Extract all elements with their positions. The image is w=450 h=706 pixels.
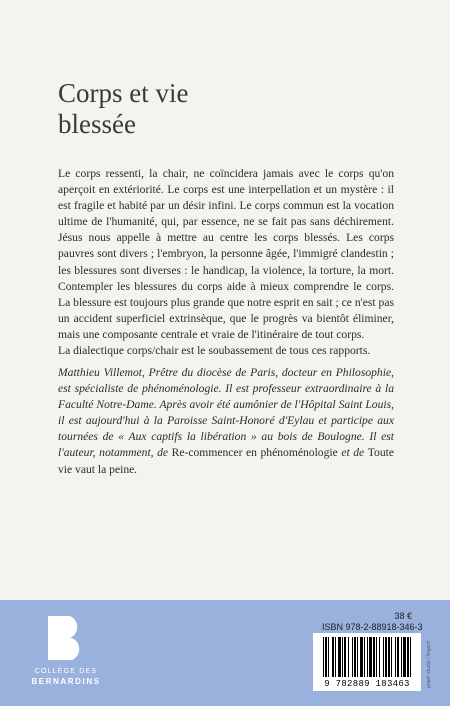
barcode-bar [342,637,343,677]
barcode-bar [383,637,384,677]
bio-text-1: Matthieu Villemot, Prêtre du diocèse de Paris, docteur en Philosophie, est spécialiste de phénoménologie. Il est professeur extraordinaire à la Faculté Notre-Dame. Après avoir été aumônier de l'Hôpital Saint Louis, il est aujourd'hui à la Paroisse Saint-Honoré d'Eylau et participe aux tournées de « Aux captifs la libération » au bois de Boulogne. Il est l'auteur, notamment, de [58,366,394,460]
barcode-bar [385,637,387,677]
bernardins-logo-icon [40,614,92,662]
barcode-bar [367,637,368,677]
barcode-bar [348,637,349,677]
summary-paragraph: Le corps ressenti, la chair, ne coïncidera jamais avec le corps qu'on aperçoit en extériorité. Le corps est une interpellation et un mystère : il est fragile et habité par un désir infini. Le corps commun est la vocation ultime de l'humanité, qui, par essence, ne se fait pas sans déchirement. Jésus nous appelle à mettre au centre les corps blessés. Les corps pauvres sont divers ; l'embryon, la personne âgée, l'immigré clandestin ; les blessures sont diverses : le handicap, la violence, la torture, la mort. Contempler les blessures du corps aide à mieux comprendre le corps. La blessure est toujours plus grande que notre esprit en sait ; ce n'est pas un accident superficiel extrinsèque, que le progrès va bientôt éliminer, mais une composante centrale et vraie de l'itinéraire de tout corps. [58,167,394,341]
publisher-line2: BERNARDINS [31,677,101,686]
barcode-bar [407,637,409,677]
bio-text-2: et de [337,446,368,460]
barcode-bar [379,637,380,677]
summary-closing-line: La dialectique corps/chair est le soubassement de tous ces rapports. [58,344,371,358]
barcode-bar [369,637,372,677]
barcode-bar [328,637,329,677]
barcode-bar [403,637,406,677]
barcode-bar [344,637,346,677]
barcode-bar [325,637,327,677]
barcode-bars-icon [321,637,413,679]
barcode-bar [352,637,353,677]
barcode-bar [338,637,341,677]
barcode-bar [335,637,336,677]
author-bio [58,365,394,478]
summary-text [58,166,394,359]
publisher-name [28,667,104,687]
barcode-bar [323,637,324,677]
barcode-bar [395,637,396,677]
isbn-label: ISBN 978-2-88918-346-3 [322,622,423,632]
barcode-bar [376,637,377,677]
barcode-bar [373,637,375,677]
barcode-bar [364,637,365,677]
barcode-number: 9 782889 183463 [324,679,410,689]
book-title [58,78,358,140]
book-ref-1: Re-commencer en phénoménologie [171,446,338,460]
barcode-bar [360,637,363,677]
barcode-bar [397,637,399,677]
barcode-bar [354,637,356,677]
barcode-bar [388,637,390,677]
design-credit: graph studio / lingard [426,641,432,688]
book-title-line1: Corps et vie [58,78,189,108]
barcode-bar [410,637,411,677]
barcode-bar [332,637,334,677]
barcode-bar [357,637,358,677]
book-title-line2: blessée [58,109,136,139]
bio-text-3: . [134,462,138,476]
publisher-line1: COLLÈGE DES [34,668,98,675]
barcode-bar [391,637,392,677]
barcode [313,633,421,691]
barcode-bar [401,637,402,677]
price-label: 38 € [394,611,412,621]
book-ref-2: Toute vie vaut la peine [58,446,395,476]
